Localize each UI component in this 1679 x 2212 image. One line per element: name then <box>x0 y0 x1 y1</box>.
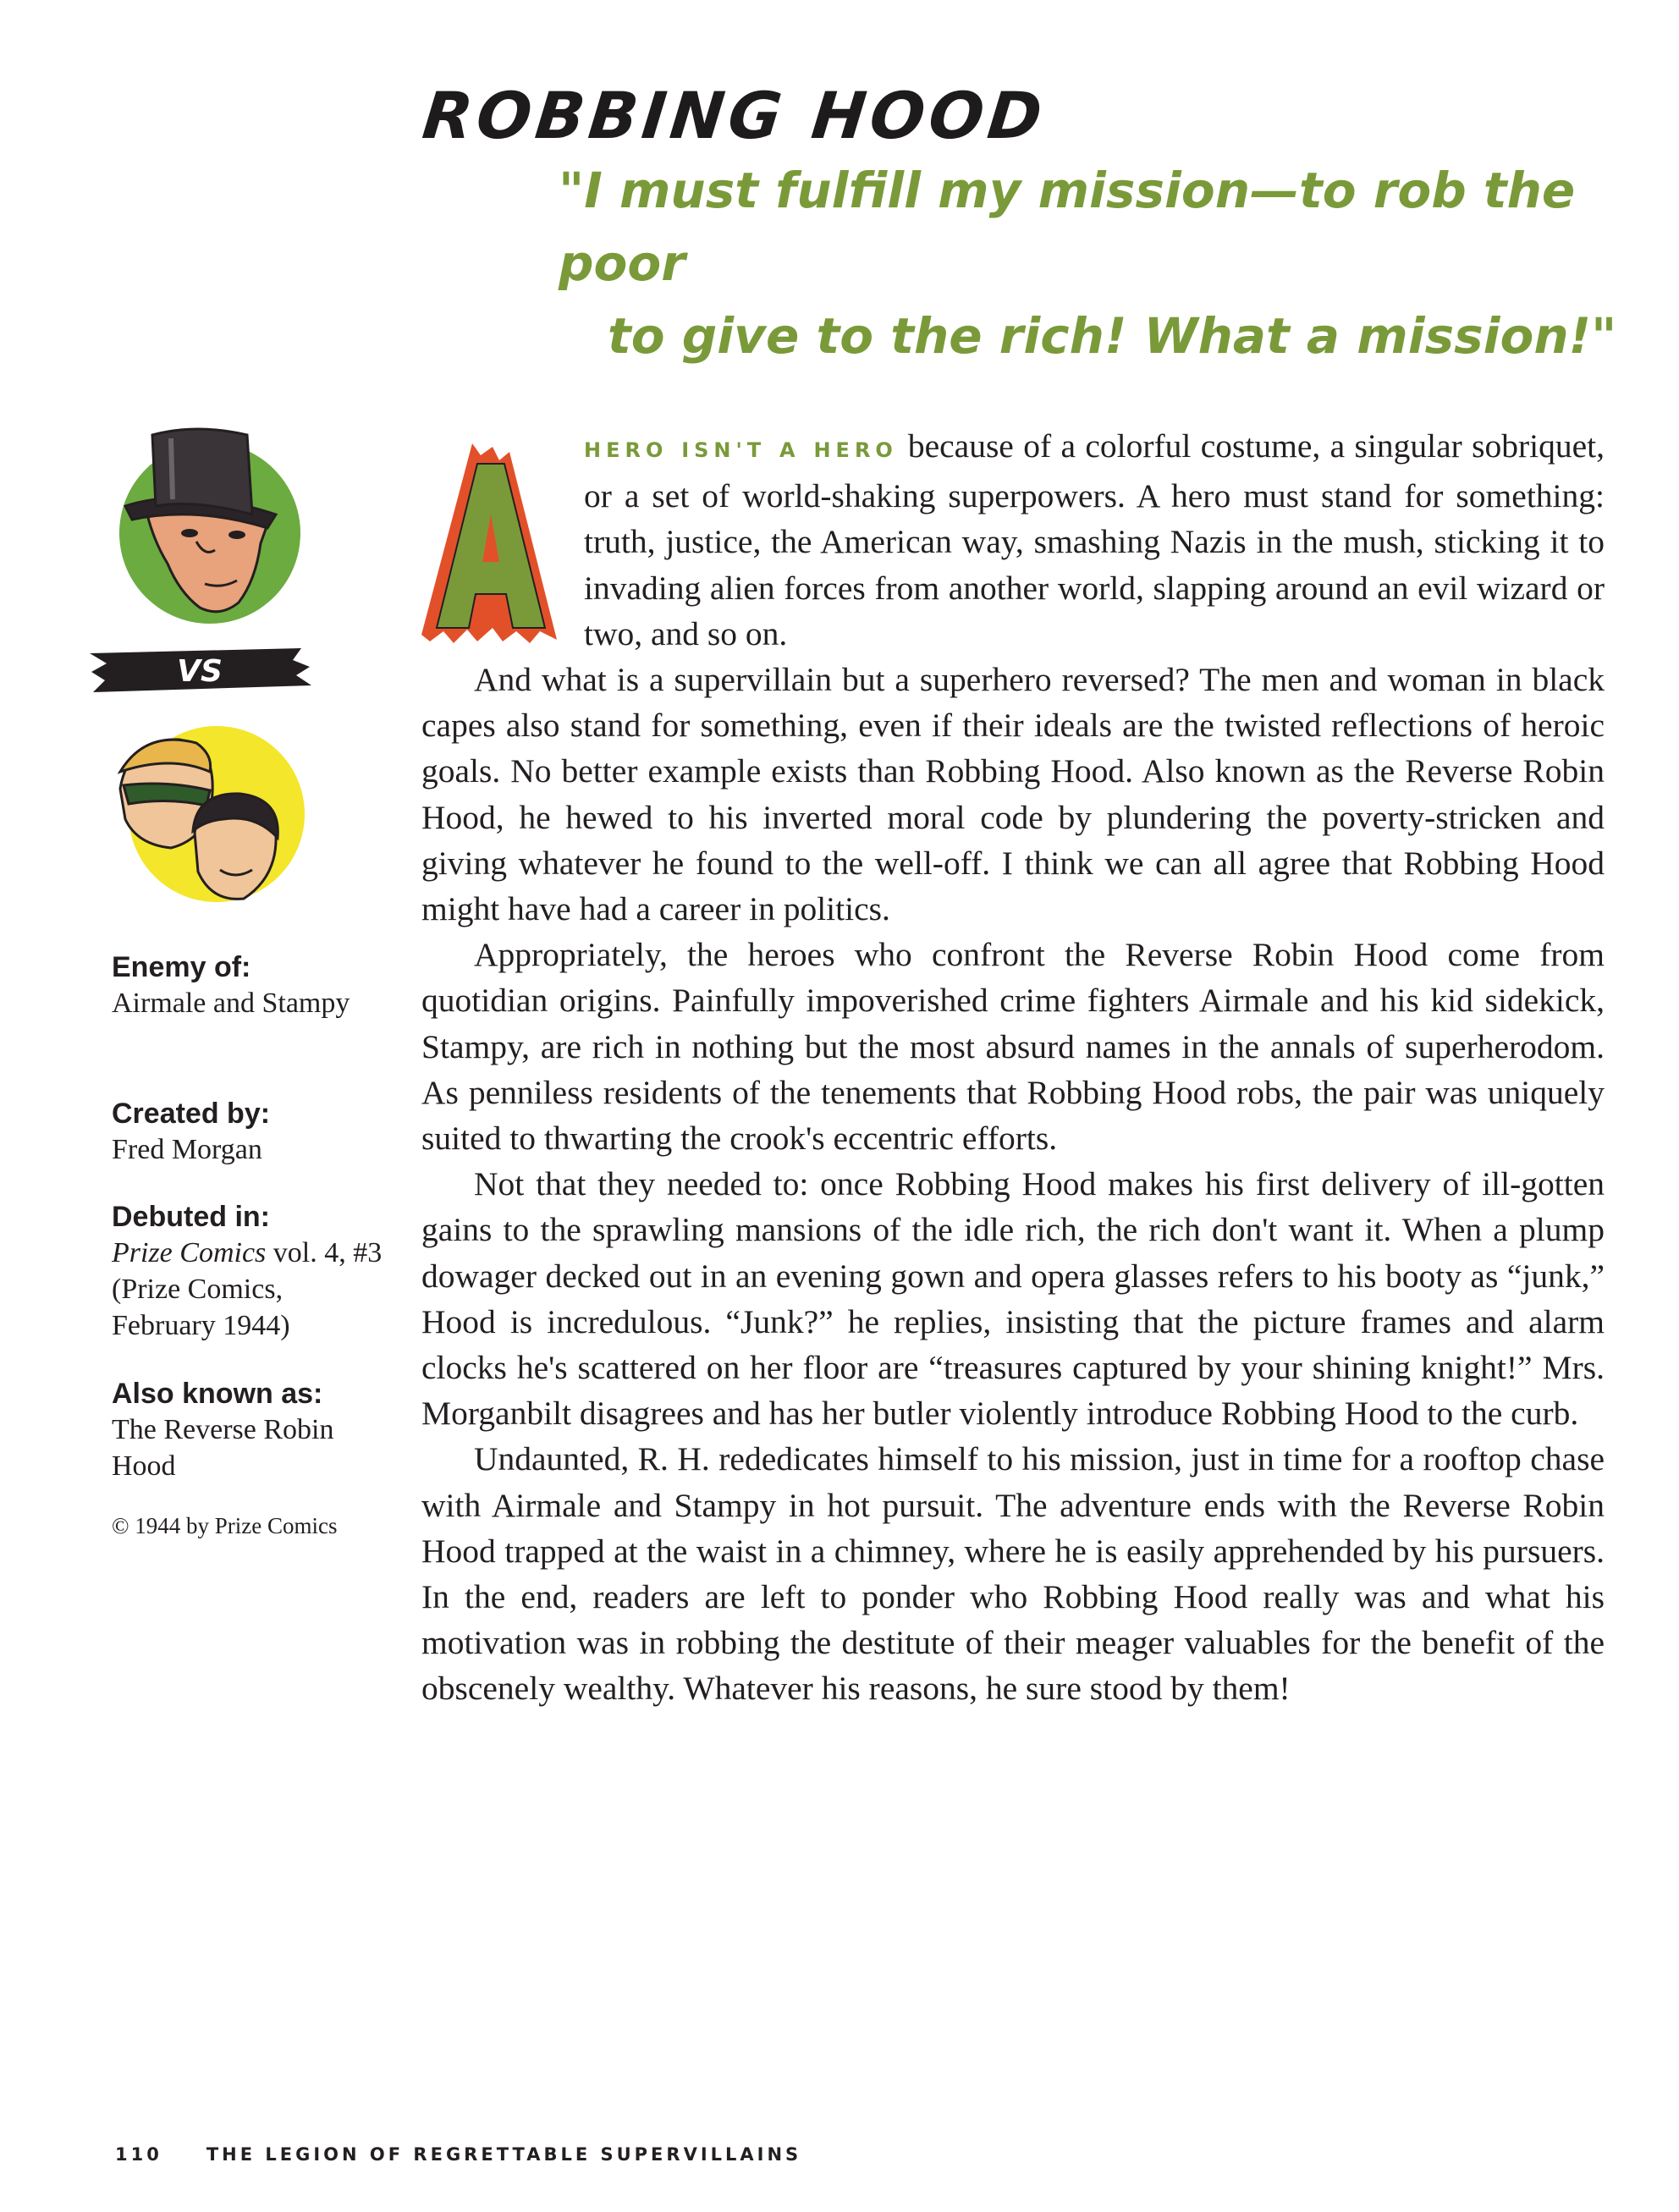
created-by-block <box>112 1096 391 1168</box>
drop-cap-glyph: A <box>490 544 492 546</box>
quote-line-2: to give to the rich! What a mission!" <box>608 307 1617 365</box>
enemy-of-value: Airmale and Stampy <box>112 988 350 1019</box>
vs-label: VS <box>177 654 223 689</box>
article-paragraph-2: And what is a supervillain but a superhero reversed? The men and woman in black capes also stand for something, even if their ideals are the twisted reflections of heroic goals. No better example exists than Robbing Hood. Also known as the Reverse Robin Hood, he hewed to his inverted moral code by plundering the poverty-stricken and giving whatever he found to the well-off. I think we can all agree that Robbing Hood might have had a career in politics. <box>421 661 1605 928</box>
lead-in: HERO ISN'T A HERO <box>584 438 898 462</box>
enemy-of-label: Enemy of: <box>112 951 251 983</box>
also-known-as-block <box>112 1376 391 1484</box>
villain-quote <box>559 154 1679 372</box>
enemy-of-block <box>112 949 391 1021</box>
also-known-as-label: Also known as: <box>112 1378 323 1410</box>
debuted-in-block <box>112 1199 391 1344</box>
debut-comic-title: Prize Comics <box>112 1237 267 1268</box>
versus-ribbon <box>90 641 318 701</box>
page-title: ROBBING HOOD <box>419 78 1050 153</box>
quote-line-1: "I must fulfill my mission—to rob the poor <box>559 162 1576 292</box>
article-paragraph-1-text: because of a colorful costume, a singular sobriquet, or a set of world-shaking superpowers. A hero must stand for something: truth, justice, the American way, smashing Nazis in the mush, sticking it to invading alien forces from another world, slapping around an evil wizard or two, and so on. <box>584 427 1605 652</box>
drop-cap-letter <box>421 443 560 645</box>
debuted-in-label: Debuted in: <box>112 1201 270 1233</box>
article-paragraph-3: Appropriately, the heroes who confront the Reverse Robin Hood come from quotidian origins. Painfully impoverished crime fighters Airmale and his kid sidekick, Stampy, are rich in nothing but the most absurd names in the annals of superherodom. As penniless residents of the tenements that Robbing Hood robs, the pair was uniquely suited to thwarting the crook's eccentric efforts. <box>421 936 1605 1158</box>
heroes-portrait <box>112 721 315 924</box>
villain-portrait <box>112 415 315 626</box>
article-body <box>421 423 1605 1712</box>
page-number: 110 <box>115 2144 162 2165</box>
debuted-in-value <box>112 1235 391 1344</box>
copyright-notice: © 1944 by Prize Comics <box>112 1513 338 1538</box>
sidebar <box>112 415 391 1539</box>
also-known-as-value: The Reverse Robin Hood <box>112 1414 334 1482</box>
article-paragraph-1 <box>421 423 1605 657</box>
page-footer <box>115 2144 801 2165</box>
article-paragraph-5: Undaunted, R. H. rededicates himself to his mission, just in time for a rooftop chase with Airmale and Stampy in hot pursuit. The adventure ends with the Reverse Robin Hood trapped at the waist in a chimney, where he is easily apprehended by his pursuers. In the end, readers are left to ponder who Robbing Hood really was and what his motivation was in robbing the destitute of their meager valuables for the benefit of the obscenely wealthy. Whatever his reasons, he sure stood by them! <box>421 1440 1605 1708</box>
created-by-value: Fred Morgan <box>112 1134 262 1165</box>
created-by-label: Created by: <box>112 1098 271 1130</box>
debut-issue-details: vol. 4, #3 (Prize Comics, February 1944) <box>112 1237 383 1341</box>
book-title: THE LEGION OF REGRETTABLE SUPERVILLAINS <box>206 2144 802 2165</box>
article-paragraph-4: Not that they needed to: once Robbing Hood makes his first delivery of ill-gotten gains to the sprawling mansions of the idle rich, the rich don't want it. When a plump dowager decked out in an evening gown and opera glasses refers to his booty as “junk,” Hood is incredulous. “Junk?” he replies, insisting that the picture frames and alarm clocks he's scattered on her floor are “treasures captured by your shining knight!” Mrs. Morganbilt disagrees and has her butler violently introduce Robbing Hood to the curb. <box>421 1165 1605 1433</box>
